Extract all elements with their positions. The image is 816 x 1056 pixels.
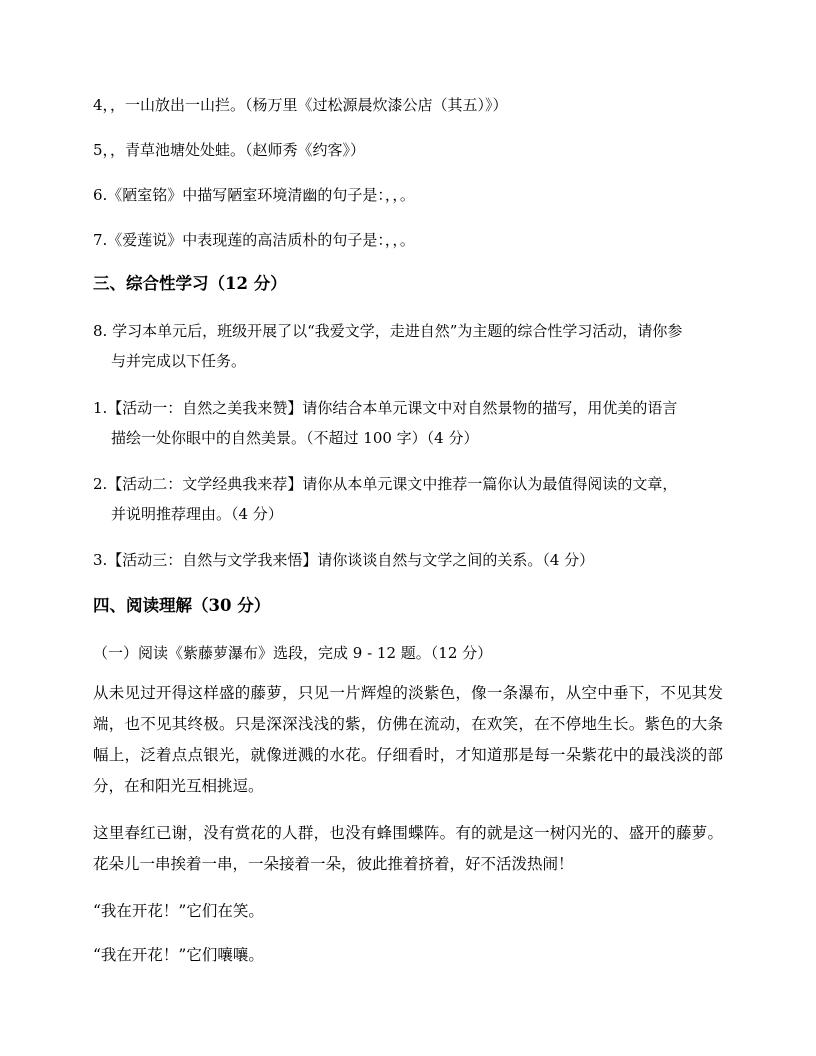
activity-3-line-1: 3.【活动三：自然与文学我来悟】请你谈谈自然与文学之间的关系。（4 分） [93,551,595,569]
activity-1-line-1: 1.【活动一：自然之美我来赞】请你结合本单元课文中对自然景物的描写，用优美的语言 [93,399,678,417]
question-7: 7.《爱莲说》中表现莲的高洁质朴的句子是：，，。 [93,231,415,249]
reading-subsection-1: （一）阅读《紫藤萝瀑布》选段，完成 9 - 12 题。（12 分） [93,644,493,662]
passage-paragraph-2: 这里春红已谢，没有赏花的人群，也没有蜂围蝶阵。有的就是这一树闪光的、盛开的藤萝。花朵儿一串挨着一串，一朵接着一朵，彼此推着挤着，好不活泼热闹！ [93,824,723,873]
question-4: 4，，一山放出一山拦。（杨万里《过松源晨炊漆公店（其五）》） [93,96,508,114]
passage-quote-1: “我在开花！”它们在笑。 [93,902,264,920]
question-6: 6.《陋室铭》中描写陋室环境清幽的句子是：，，。 [93,186,415,204]
passage-quote-2: “我在开花！”它们嚷嚷。 [93,946,264,964]
section-3-heading: 三、综合性学习（12 分） [93,274,287,293]
activity-2-line-1: 2.【活动二：文学经典我来荐】请你从本单元课文中推荐一篇你认为最值得阅读的文章， [93,475,678,493]
question-8-line-1: 8. 学习本单元后，班级开展了以“我爱文学，走进自然”为主题的综合性学习活动，请你参 [93,322,683,340]
activity-2-line-2: 并说明推荐理由。（4 分） [111,505,283,523]
section-4-heading: 四、阅读理解（30 分） [93,596,271,615]
activity-1-line-2: 描绘一处你眼中的自然美景。（不超过 100 字）（4 分） [111,429,479,447]
question-8-line-2: 与并完成以下任务。 [111,352,247,370]
question-5: 5，，青草池塘处处蛙。（赵师秀《约客》） [93,141,366,159]
passage-paragraph-1: 从未见过开得这样盛的藤萝，只见一片辉煌的淡紫色，像一条瀑布，从空中垂下，不见其发端，也不见其终极。只是深深浅浅的紫，仿佛在流动，在欢笑，在不停地生长。紫色的大条幅上，泛着点点银光，就像迸溅的水花。仔细看时，才知道那是每一朵紫花中的最浅淡的部分，在和阳光互相挑逗。 [93,684,723,795]
